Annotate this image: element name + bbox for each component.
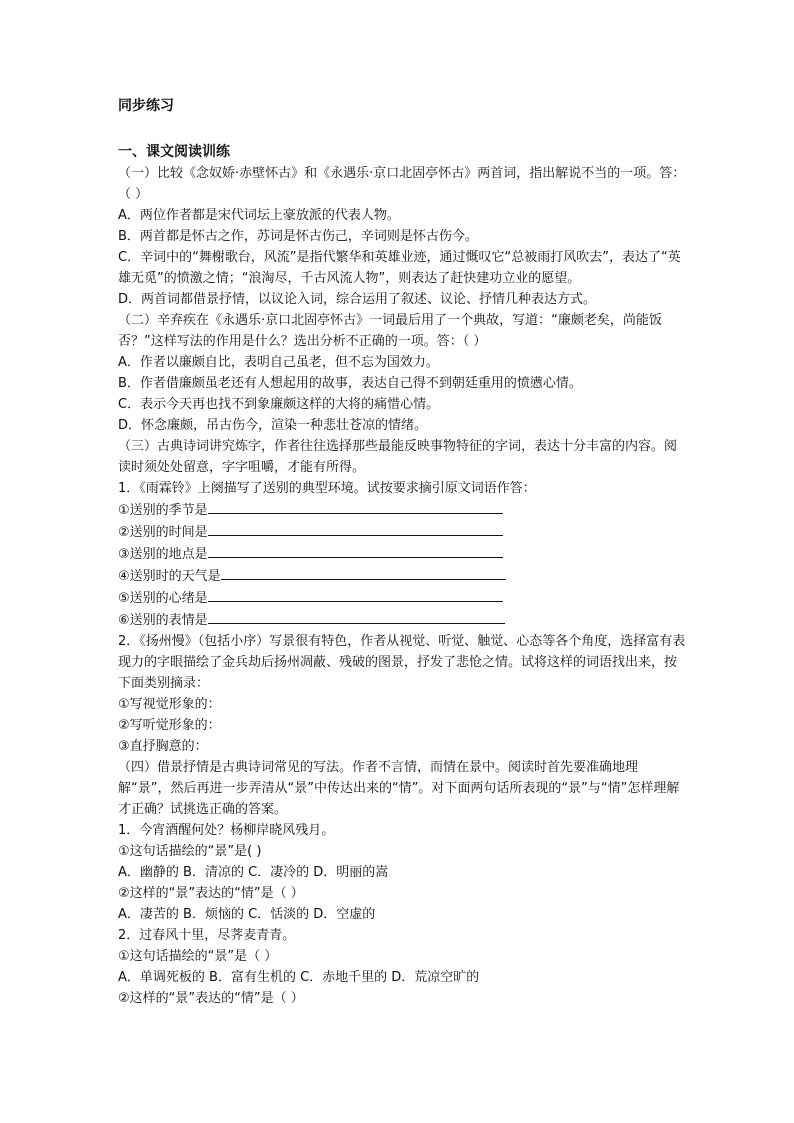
question-2-option-c: C．表示今天再也找不到象廉颇这样的大将的痛惜心情。: [118, 397, 440, 412]
question-4-line: ①这句话描绘的“景”是（ ）: [118, 949, 278, 964]
category-direct-feeling: ③直抒胸意的：: [118, 739, 208, 754]
question-4-line: ②这样的“景”表达的“情”是（ ）: [118, 991, 304, 1006]
fill-item-weather: ④送别时的天气是: [118, 565, 688, 587]
question-2-option-b: B．作者借廉颇虽老还有人想起用的故事，表达自己得不到朝廷重用的愤懑心情。: [118, 376, 582, 391]
question-4-line: ②这样的“景”表达的“情”是（ ）: [118, 886, 304, 901]
question-4-line: 2．过春风十里，尽荠麦青青。: [118, 928, 296, 943]
answer-blank[interactable]: [208, 609, 505, 624]
answer-blank[interactable]: [208, 587, 503, 602]
fill-item-time: ②送别的时间是: [118, 521, 688, 543]
question-1-option-b: B．两首都是怀古之作，苏词是怀古伤己，辛词则是怀古伤今。: [118, 229, 478, 244]
question-3-stem: （三）古典诗词讲究炼字，作者往往选择那些最能反映事物特征的字词，表达十分丰富的内容。阅读时须处处留意，字字咀嚼，才能有所得。: [118, 439, 678, 475]
question-4-line: A．幽静的 B．清凉的 C．凄冷的 D．明丽的嵩: [118, 865, 389, 880]
worksheet-page: [118, 96, 688, 1009]
category-visual: ①写视觉形象的：: [118, 697, 221, 712]
question-3-sub1-stem: 1．《雨霖铃》上阕描写了送别的典型环境。试按要求摘引原文词语作答：: [118, 481, 536, 496]
fill-item-mood: ⑤送别的心绪是: [118, 587, 688, 609]
question-4-line: ①这句话描绘的“景”是( ): [118, 844, 262, 859]
question-2-option-a: A．作者以廉颇自比，表明自己虽老，但不忘为国效力。: [118, 355, 439, 370]
question-2-stem: （二）辛弃疾在《永遇乐·京口北固亭怀古》一词最后用了一个典故，写道：“廉颇老矣，尚能饭否？”这样写法的作用是什么？选出分析不正确的一项。答：（ ）: [118, 313, 662, 349]
answer-blank[interactable]: [221, 565, 506, 580]
section-heading: 一、课文阅读训练: [118, 144, 230, 160]
answer-blank[interactable]: [208, 521, 503, 536]
question-2-option-d: D．怀念廉颇，吊古伤今，渲染一种悲壮苍凉的情绪。: [118, 418, 428, 433]
question-1-stem: （一）比较《念奴娇·赤壁怀古》和《永遇乐·京口北固亭怀古》两首词，指出解说不当的一项。答：（ ）: [118, 166, 686, 202]
page-title: 同步练习: [118, 98, 174, 114]
question-1-option-a: A．两位作者都是宋代词坛上豪放派的代表人物。: [118, 208, 400, 223]
fill-item-season: ①送别的季节是: [118, 499, 688, 521]
fill-item-expression: ⑥送别的表情是: [118, 609, 688, 631]
answer-blank[interactable]: [208, 499, 503, 514]
question-1-option-c: C．辛词中的“舞榭歌台，风流”是指代繁华和英雄业迹，通过慨叹它“总被雨打风吹去”，表达了“英雄无觅”的愤激之情；“浪淘尽，千古风流人物”，则表达了赶快建功立业的愿望。: [118, 250, 681, 286]
question-4-line: A．凄苦的 B．烦恼的 C．恬淡的 D．空虚的: [118, 907, 376, 922]
question-4-stem: （四）借景抒情是古典诗词常见的写法。作者不言情，而情在景中。阅读时首先要准确地理解“景”，然后再进一步弄清从“景”中传达出来的“情”。对下面两句话所表现的“景”与“情”怎样理解才正确？试挑选正确的答案。: [118, 760, 680, 817]
question-4-line: A．单调死板的 B．富有生机的 C．赤地千里的 D．荒凉空旷的: [118, 970, 480, 985]
fill-item-place: ③送别的地点是: [118, 543, 688, 565]
category-auditory: ②写听觉形象的：: [118, 718, 221, 733]
answer-blank[interactable]: [208, 543, 503, 558]
question-3-sub2-stem: 2．《扬州慢》（包括小序）写景很有特色，作者从视觉、听觉、触觉、心态等各个角度，选择富有表现力的字眼描绘了金兵劫后扬州凋蔽、残破的图景，抒发了悲怆之情。试将这样的词语找出来，按下面类别摘录：: [118, 634, 686, 691]
question-4-line: 1．今宵酒醒何处？杨柳岸晓风残月。: [118, 823, 335, 838]
question-1-option-d: D．两首词都借景抒情，以议论入词，综合运用了叙述、议论、抒情几种表达方式。: [118, 292, 597, 307]
